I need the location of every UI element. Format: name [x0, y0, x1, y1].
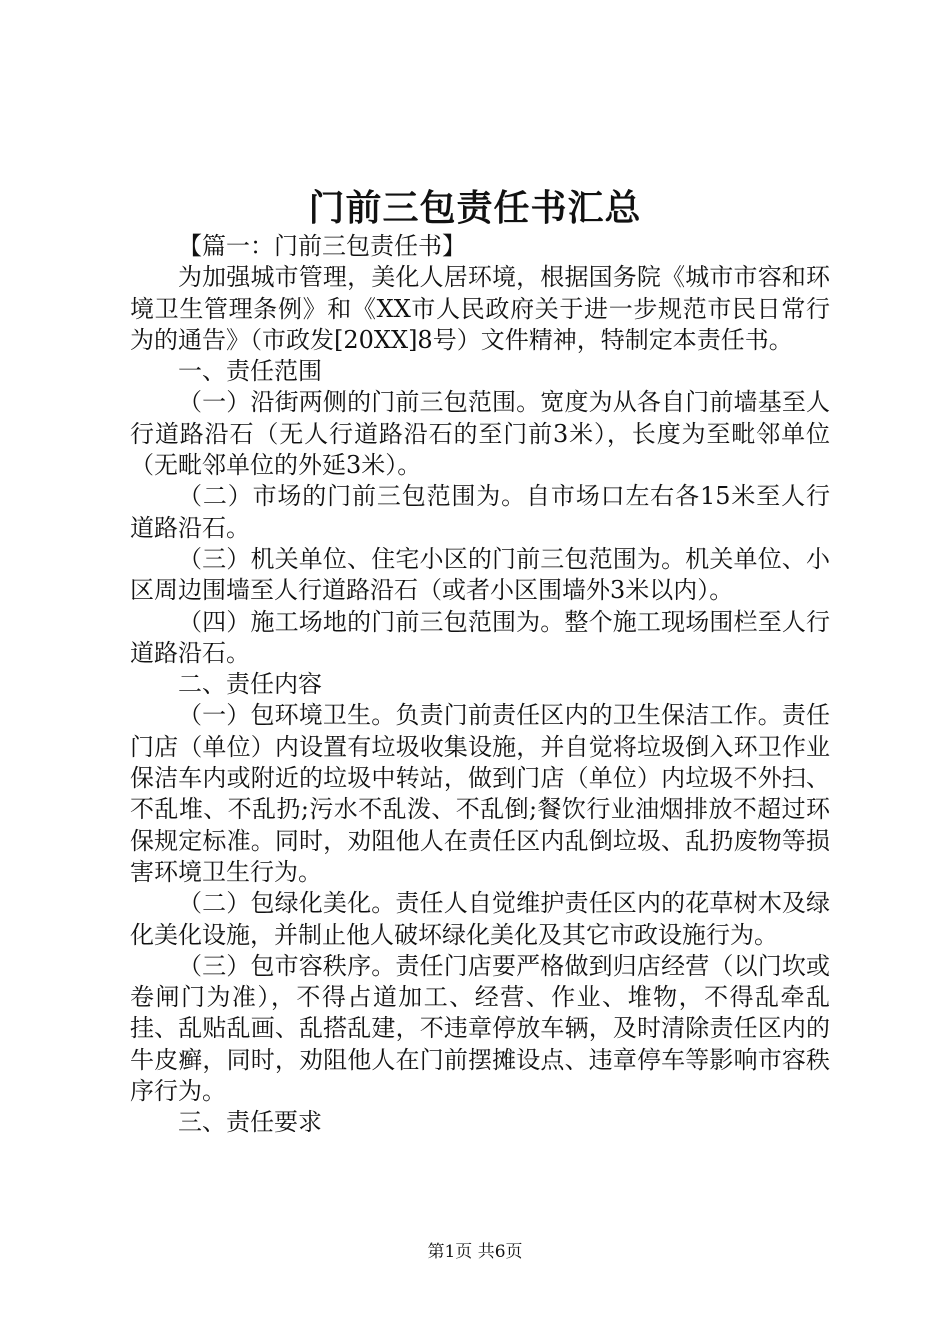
page-number: 第1页 共6页 — [427, 1242, 523, 1262]
content-item-3: （三）包市容秩序。责任门店要严格做到归店经营（以门坎或卷闸门为准），不得占道加工、经营、作业、堆物，不得乱牵乱挂、乱贴乱画、乱搭乱建，不违章停放车辆，及时清除责任区内的牛皮癣，同时，劝阻他人在门前摆摊设点、违章停车等影响市容秩序行为。 — [130, 951, 830, 1106]
section-label: 【篇一：门前三包责任书】 — [178, 232, 466, 260]
document-body — [130, 231, 830, 1139]
content-item-1: （一）包环境卫生。负责门前责任区内的卫生保洁工作。责任门店（单位）内设置有垃圾收集设施，并自觉将垃圾倒入环卫作业保洁车内或附近的垃圾中转站，做到门店（单位）内垃圾不外扫、不乱堆、不乱扔;污水不乱泼、不乱倒;餐饮行业油烟排放不超过环保规定标准。同时，劝阻他人在责任区内乱倒垃圾、乱扔废物等损害环境卫生行为。 — [130, 701, 830, 886]
heading-requirements: 三、责任要求 — [178, 1108, 322, 1137]
scope-item-3: （三）机关单位、住宅小区的门前三包范围为。机关单位、小区周边围墙至人行道路沿石（或者小区围墙外3米以内）。 — [130, 544, 830, 605]
intro-paragraph: 为加强城市管理，美化人居环境，根据国务院《城市市容和环境卫生管理条例》和《XX市人民政府关于进一步规范市民日常行为的通告》（市政发[20XX]8号）文件精神，特制定本责任书。 — [130, 263, 830, 354]
scope-item-2: （二）市场的门前三包范围为。自市场口左右各15米至人行道路沿石。 — [130, 482, 830, 542]
scope-item-1: （一）沿街两侧的门前三包范围。宽度为从各自门前墙基至人行道路沿石（无人行道路沿石的至门前3米），长度为至毗邻单位（无毗邻单位的外延3米）。 — [130, 388, 830, 480]
heading-content: 二、责任内容 — [178, 670, 322, 699]
document-title: 门前三包责任书汇总 — [308, 187, 642, 229]
content-item-2: （二）包绿化美化。责任人自觉维护责任区内的花草树木及绿化美化设施，并制止他人破坏绿化美化及其它市政设施行为。 — [130, 889, 830, 949]
heading-scope: 一、责任范围 — [178, 357, 322, 386]
scope-item-4: （四）施工场地的门前三包范围为。整个施工现场围栏至人行道路沿石。 — [130, 607, 830, 667]
